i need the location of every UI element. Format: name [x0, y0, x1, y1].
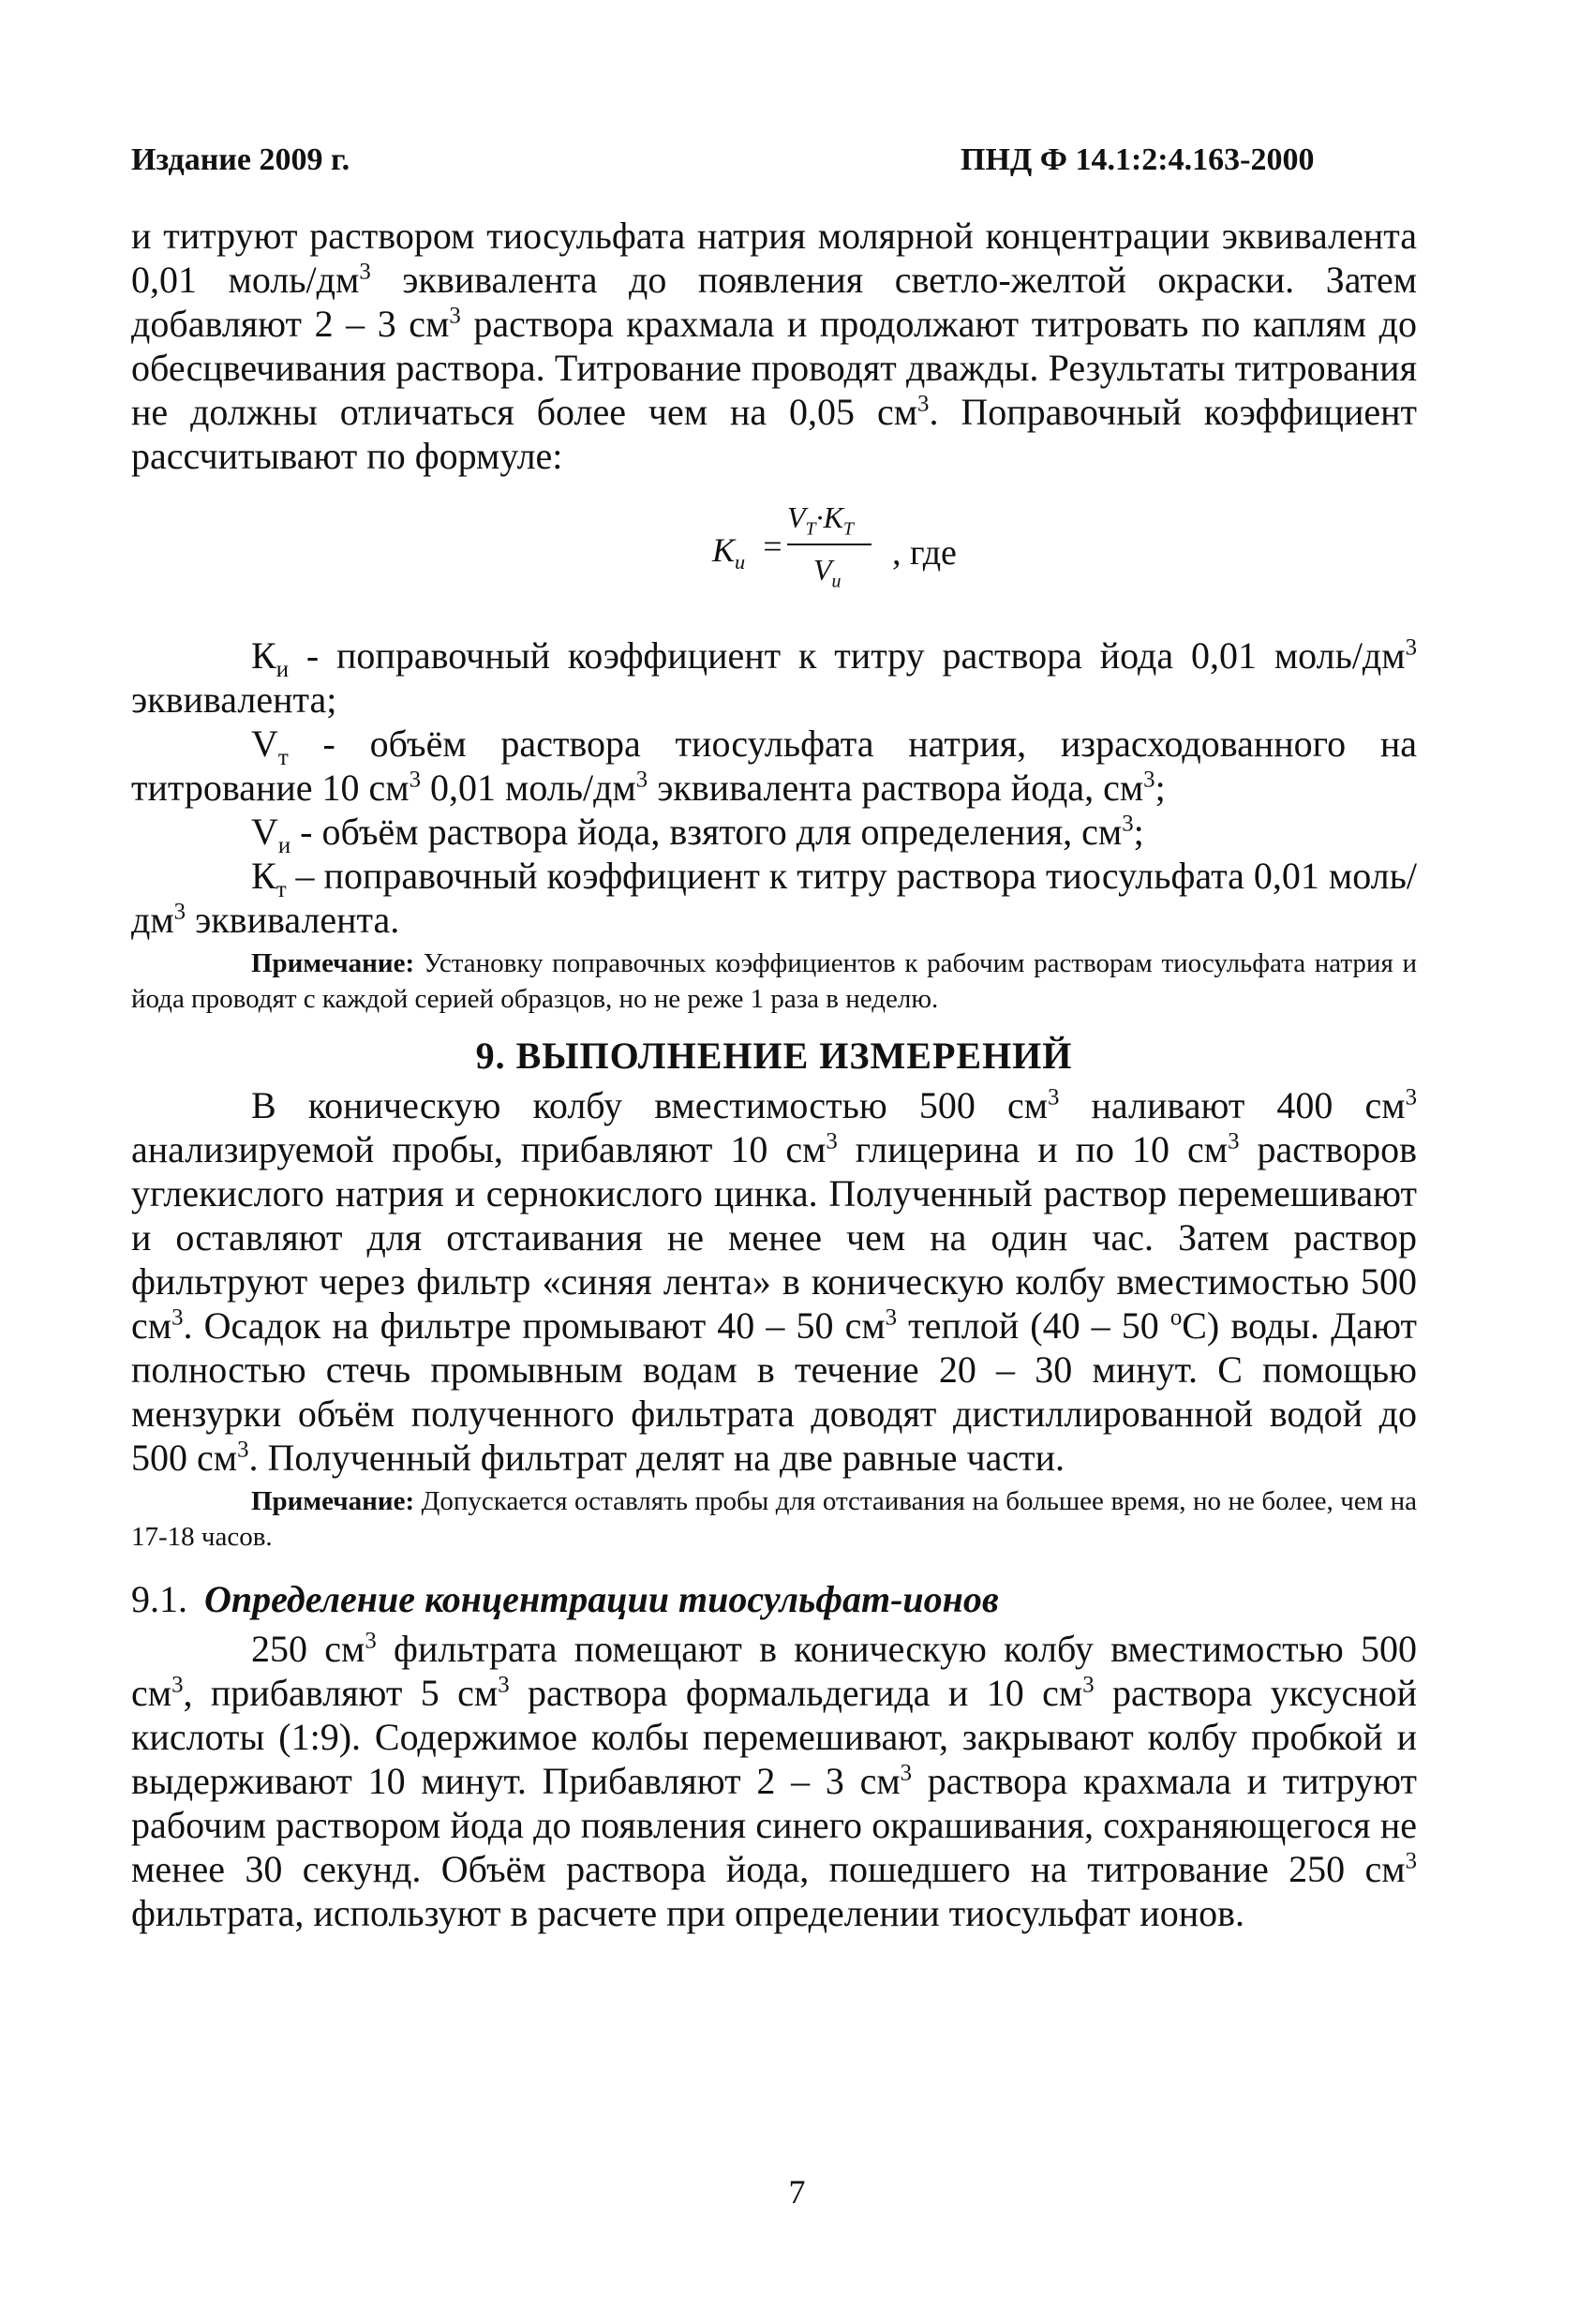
- subsection-heading-thiosulfate: [131, 1577, 1417, 1621]
- subsection-title: Определение концентрации тиосульфат-ионов: [204, 1578, 999, 1620]
- formula-equals: =: [761, 528, 784, 565]
- formula-where: , где: [892, 533, 957, 573]
- formula-denominator: $V_и$: [813, 553, 842, 592]
- page-body: [131, 214, 1417, 1935]
- formula-numerator: $V_T\cdot K_T$: [787, 500, 854, 540]
- definition-vi: $V_и$ - объём раствора йода, взятого для определения, $см^3$;: [251, 811, 1144, 858]
- definition-kt: $К_т$ – поправочный коэффициент к титру раствора тиосульфата 0,01 моль/$дм^3$ эквивалента.: [131, 855, 1417, 941]
- thiosulfate-paragraph: 250 $см^3$ фильтрата помещают в коническую колбу вместимостью 500 $см^3$, прибавляют 5 $см^3$ раствора формальдегида и 10 $см^3$ раствора уксусной кислоты (1:9). Содержимое колбы перемешивают, закрывают колбу пробкой и выдерживают 10 минут. Прибавляют 2 – 3 $см^3$ раствора крахмала и титруют рабочим раствором йода до появления синего окрашивания, сохраняющегося не менее 30 секунд. Объём раствора йода, пошедшего на титрование 250 $см^3$ фильтрата, используют в расчете при определении тиосульфат ионов.: [131, 1628, 1418, 1934]
- definition-vt: $V_т$ - объём раствора тиосульфата натрия, израсходованного на титрование 10 $см^3$ 0,01 моль/$дм^3$ эквивалента раствора йода, $см^3$;: [131, 723, 1417, 809]
- intro-paragraph: и титруют раствором тиосульфата натрия молярной концентрации эквивалента 0,01 моль/$дм^3$ эквивалента до появления светло-желтой окраски. Затем добавляют 2 – 3 $см^3$ раствора крахмала и продолжают титровать по каплям до обесцвечивания раствора. Титрование проводят дважды. Результаты титрования не должны отличаться более чем на 0,05 $см^3$. Поправочный коэффициент рассчитывают по формуле:: [131, 215, 1418, 477]
- correction-factor-formula: [131, 495, 1417, 615]
- document-code: ПНД Ф 14.1:2:4.163-2000: [961, 142, 1315, 177]
- formula-fraction-bar: [787, 544, 871, 545]
- note-calibration: Примечание: Установку поправочных коэффициентов к рабочим растворам тиосульфата натрия и йода проводят с каждой серией образцов, но не реже 1 раза в неделю.: [131, 948, 1417, 1014]
- measurement-paragraph: В коническую колбу вместимостью 500 $см^3$ наливают 400 $см^3$ анализируемой пробы, прибавляют 10 $см^3$ глицерина и по 10 $см^3$ растворов углекислого натрия и сернокислого цинка. Полученный раствор перемешивают и оставляют для отстаивания не менее чем на один час. Затем раствор фильтруют через фильтр «синяя лента» в коническую колбу вместимостью 500 $см^3$. Осадок на фильтре промывают 40 – 50 $см^3$ теплой (40 – 50 $^о$С) воды. Дают полностью стечь промывным водам в течение 20 – 30 минут. С помощью мензурки объём полученного фильтрата доводят дистиллированной водой до 500 $см^3$. Полученный фильтрат делят на две равные части.: [131, 1084, 1417, 1479]
- subsection-number: 9.1.: [131, 1578, 187, 1620]
- formula-lhs: $K_и$: [712, 531, 746, 574]
- page-number: 7: [788, 2173, 806, 2211]
- section-heading-measurements: 9. ВЫПОЛНЕНИЕ ИЗМЕРЕНИЙ: [475, 1035, 1073, 1077]
- edition-label: Издание 2009 г.: [131, 142, 350, 177]
- note-settling-time: Примечание: Допускается оставлять пробы для отстаивания на большее время, но не более, чем на 17-18 часов.: [131, 1486, 1417, 1552]
- definition-ki: $К_и$ - поправочный коэффициент к титру раствора йода 0,01 моль/$дм^3$ эквивалента;: [131, 634, 1417, 721]
